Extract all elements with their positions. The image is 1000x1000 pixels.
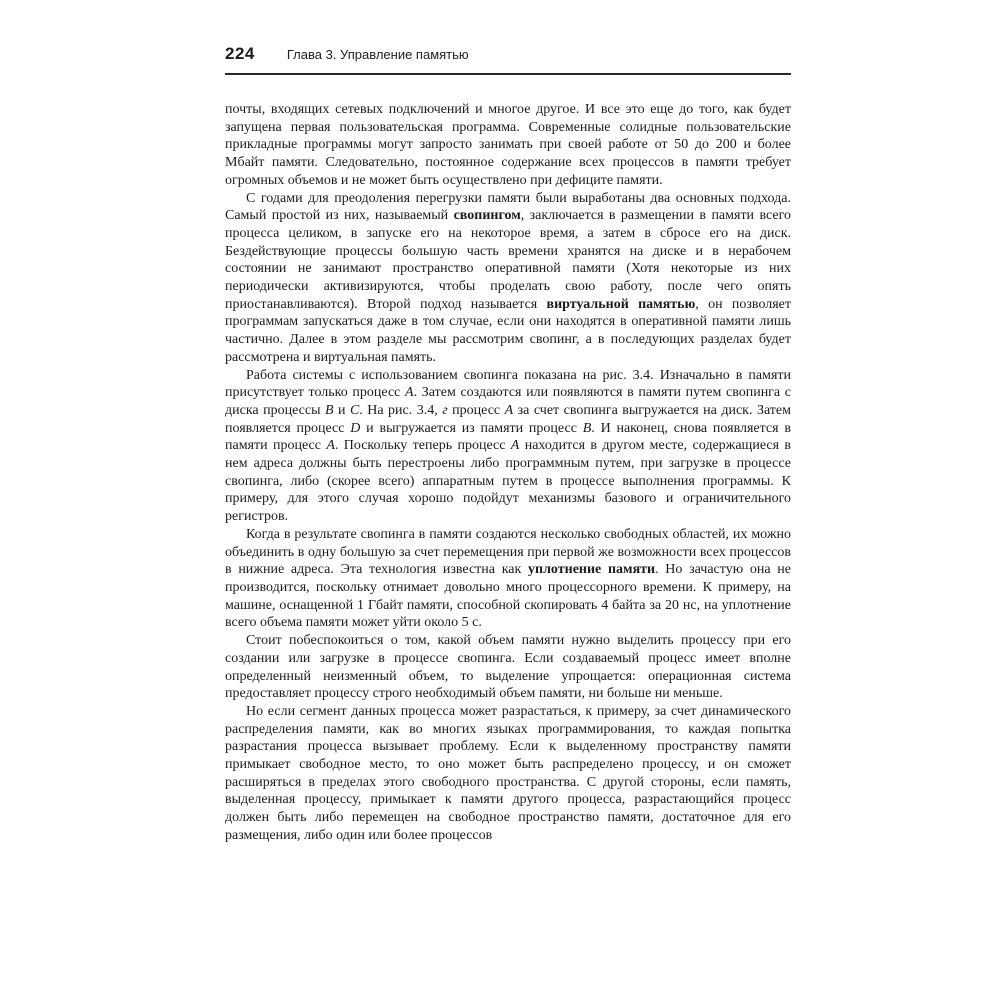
italic-term: A [510, 438, 520, 454]
text-segment: . И наконец, снова появляется в памяти процесс [225, 420, 791, 454]
bold-term: свопингом [453, 208, 521, 224]
text-segment: процесс [447, 402, 505, 418]
paragraph [225, 526, 791, 632]
text-segment: , заключается в размещении в памяти всего процесса целиком, в запуске его на некоторое время, а затем в сбросе его на диск. Бездействующие процессы большую часть времени хранятся на диске и в нерабочем состоянии не занимают пространство оперативной памяти (Хотя некоторые из них периодически активизируются, чтобы проделать свою работу, после чего опять приостанавливаются). Второй подход называется [225, 208, 791, 312]
text-segment: . Поскольку теперь процесс [334, 438, 511, 454]
paragraph [225, 101, 791, 190]
text-segment: и [333, 402, 350, 418]
text-segment: . На рис. 3.4, [359, 402, 443, 418]
italic-term: B [582, 420, 592, 436]
paragraph [225, 703, 791, 845]
text-segment: . Затем создаются или появляются в памяти путем свопинга с диска процессы [225, 385, 791, 418]
italic-term: A [405, 385, 414, 401]
italic-term: г [442, 402, 448, 418]
text-segment: Стоит побеспокоиться о том, какой объем памяти нужно выделить процессу при его создании или загрузке в процессе свопинга. Если создаваемый процесс имеет вполне определенный неизменный объем, то выделение упрощается: операционная система предоставляет процессу строго необходимый объем памяти, ни больше ни меньше. [225, 633, 791, 702]
paragraph [225, 367, 791, 526]
text-segment: Работа системы с использованием свопинга показана на рис. 3.4. Изначально в памяти присутствует только процесс [225, 367, 791, 401]
text-segment: , он позволяет программам запускаться даже в том случае, если они находятся в оперативной памяти лишь частично. Далее в этом разделе мы рассмотрим свопинг, а в последующих разделах будет рассмотрена и виртуальная память. [225, 296, 792, 365]
italic-term: D [350, 420, 361, 436]
page-number: 224 [225, 44, 255, 63]
text-segment: Когда в результате свопинга в памяти создаются несколько свободных областей, их можно объединить в одну большую за счет перемещения при первой же возможности всех процессов в нижние адреса. Эта технология известна как [225, 526, 791, 578]
text-segment: почты, входящих сетевых подключений и многое другое. И все это еще до того, как будет запущена первая пользовательская программа. Современные солидные пользовательские прикладные программы могут запросто занимать при своей работе от 50 до 200 и более Мбайт памяти. Следовательно, постоянное содержание всех процессов в памяти требует огромных объемов и не может быть осуществлено при дефиците памяти. [225, 102, 791, 188]
text-segment: за счет свопинга выгружается на диск. Затем появляется процесс [225, 402, 791, 436]
italic-term: A [326, 438, 335, 454]
text-segment: находится в другом месте, содержащиеся в нем адреса должны быть перестроены либо программным путем, при загрузке в процессе свопинга, либо (скорее всего) аппаратным путем в процессе выполнения программы. К примеру, для этого случая хорошо подойдут механизмы базового и ограничительного регистров. [225, 438, 792, 525]
running-title: Глава 3. Управление памятью [286, 47, 469, 62]
bold-term: уплотнение памяти [528, 562, 656, 578]
text-segment: . Но зачастую она не производится, поскольку отнимает довольно много процессорного времени. К примеру, на машине, оснащенной 1 Гбайт памяти, способной скопировать 4 байта за 20 нс, на уплотнение всего объема памяти может уйти около 5 с. [225, 562, 791, 631]
bold-term: виртуальной памятью [546, 296, 696, 312]
text-segment: и выгружается из памяти процесс [360, 420, 583, 436]
paragraph [225, 190, 791, 367]
body-text [225, 101, 791, 845]
paragraph [225, 632, 791, 703]
italic-term: C [349, 402, 360, 418]
text-segment: Но если сегмент данных процесса может разрастаться, к примеру, за счет динамического распределения памяти, как во многих языках программирования, то каждая попытка разрастания процесса вызывает проблему. Если к выделенному пространству памяти примыкает свободное место, то оно может быть распределено процессу, и он сможет расширяться в пределах этого свободного пространства. С другой стороны, если память, выделенная процессу, примыкает к памяти другого процесса, разрастающийся процесс должен быть либо перемещен на свободное пространство памяти, достаточное для его размещения, либо один или более процессов [225, 703, 791, 843]
italic-term: B [324, 402, 334, 418]
italic-term: A [504, 402, 514, 418]
book-page [225, 44, 791, 845]
text-segment: С годами для преодоления перегрузки памяти были выработаны два основных подхода. Самый простой из них, называемый [225, 190, 791, 224]
page-header [225, 44, 791, 75]
